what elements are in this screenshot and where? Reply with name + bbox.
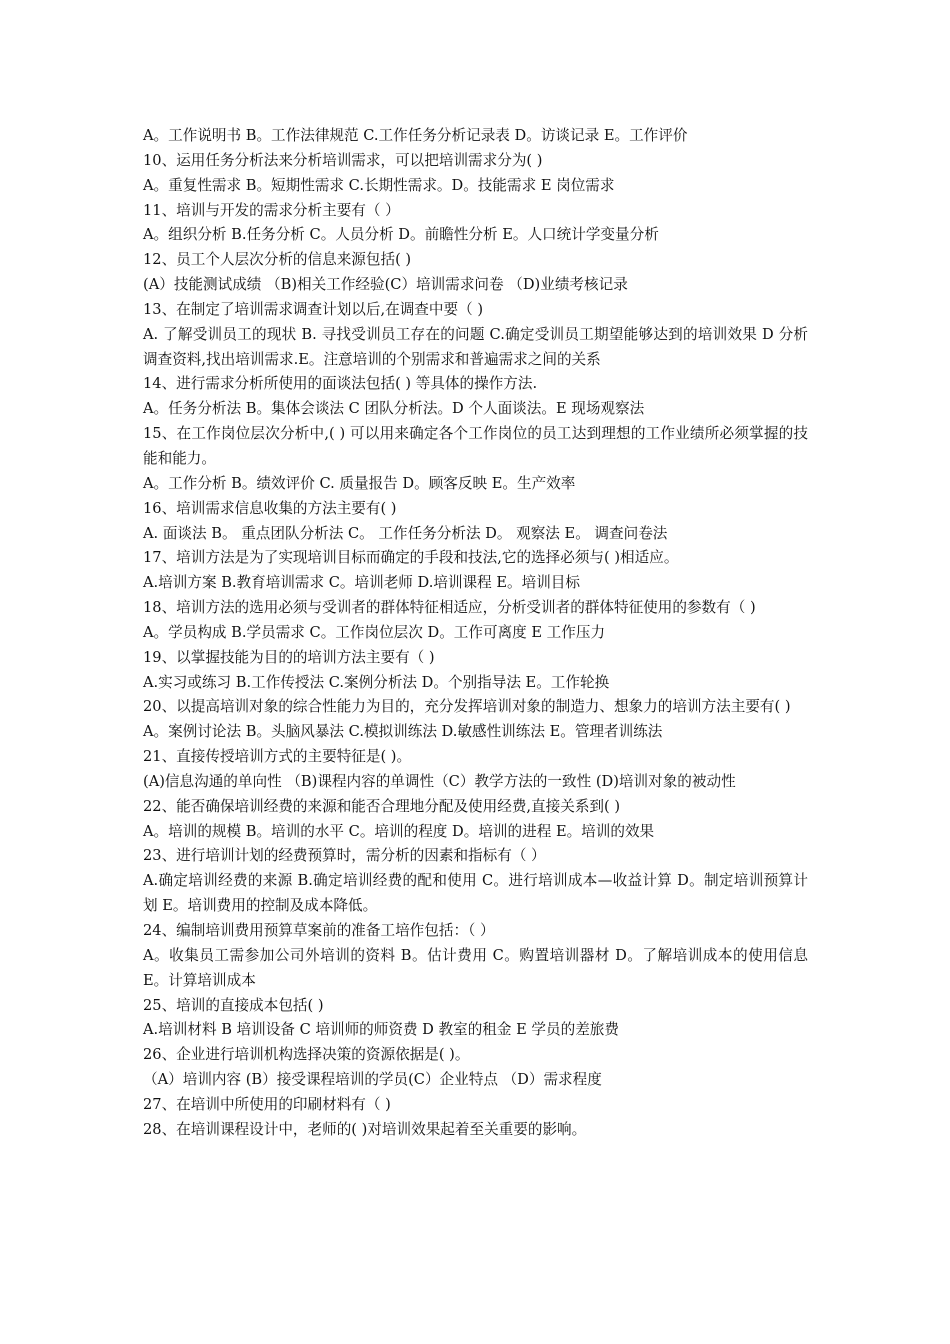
text-line: A.实习或练习 B.工作传授法 C.案例分析法 D。个别指导法 E。工作轮换 (143, 673, 610, 691)
text-line: A。学员构成 B.学员需求 C。工作岗位层次 D。工作可离度 E 工作压力 (143, 623, 606, 641)
question-25: 25、培训的直接成本包括( ) (143, 996, 324, 1014)
question-14: 14、进行需求分析所使用的面谈法包括( ) 等具体的操作方法. (143, 375, 538, 393)
text-line: A。收集员工需参加公司外培训的资料 B。估计费用 C。购置培训器材 D。了解培训成本的使用信息 E。计算培训成本 (143, 946, 808, 989)
text-line: （A）培训内容 (B）接受课程培训的学员(C）企业特点 （D）需求程度 (143, 1071, 602, 1089)
question-16: 16、培训需求信息收集的方法主要有( ) (143, 499, 397, 517)
question-23: 23、进行培训计划的经费预算时，需分析的因素和指标有（ ） (143, 847, 546, 865)
question-19: 19、以掌握技能为目的的培训方法主要有（ ) (143, 648, 435, 666)
text-line: A.培训材料 B 培训设备 C 培训师的师资费 D 教室的租金 E 学员的差旅费 (143, 1021, 619, 1039)
question-18: 18、培训方法的选用必须与受训者的群体特征相适应，分析受训者的群体特征使用的参数有（ ) (143, 599, 756, 617)
question-13: 13、在制定了培训需求调查计划以后,在调查中要（ ) (143, 300, 484, 318)
text-line: A。工作说明书 B。工作法律规范 C.工作任务分析记录表 D。访谈记录 E。工作评价 (143, 127, 688, 144)
question-28: 28、在培训课程设计中，老师的( )对培训效果起着至关重要的影响。 (143, 1120, 587, 1138)
question-10: 10、运用任务分析法来分析培训需求，可以把培训需求分为( ) (143, 151, 543, 169)
question-22: 22、能否确保培训经费的来源和能否合理地分配及使用经费,直接关系到( ) (143, 797, 621, 815)
document-page (143, 124, 808, 1143)
text-line: A。工作分析 B。绩效评价 C. 质量报告 D。顾客反映 E。生产效率 (143, 474, 576, 492)
question-20: 20、以提高培训对象的综合性能力为目的，充分发挥培训对象的制造力、想象力的培训方法主要有( ) (143, 698, 791, 716)
question-24: 24、编制培训费用预算草案前的准备工培作包括：（ ） (143, 922, 495, 939)
text-line: A. 面谈法 B。 重点团队分析法 C。 工作任务分析法 D。 观察法 E。 调查问卷法 (143, 524, 668, 542)
text-line: A。案例讨论法 B。头脑风暴法 C.模拟训练法 D.敏感性训练法 E。管理者训练法 (143, 723, 663, 741)
question-12: 12、员工个人层次分析的信息来源包括( ) (143, 251, 412, 269)
text-line: A。组织分析 B.任务分析 C。人员分析 D。前瞻性分析 E。人口统计学变量分析 (143, 226, 659, 244)
question-11: 11、培训与开发的需求分析主要有（ ） (143, 201, 400, 219)
text-line: (A)信息沟通的单向性 （B)课程内容的单调性（C）教学方法的一致性 (D)培训对象的被动性 (143, 772, 736, 790)
text-line: A。培训的规模 B。培训的水平 C。培训的程度 D。培训的进程 E。培训的效果 (143, 822, 655, 840)
text-line: A. 了解受训员工的现状 B. 寻找受训员工存在的问题 C.确定受训员工期望能够达到的培训效果 D 分析调查资料,找出培训需求.E。注意培训的个别需求和普遍需求之间的关系 (143, 325, 808, 368)
question-17: 17、培训方法是为了实现培训目标而确定的手段和技法,它的选择必须与( )相适应。 (143, 549, 679, 567)
text-line: A。任务分析法 B。集体会谈法 C 团队分析法。D 个人面谈法。E 现场观察法 (143, 400, 645, 418)
text-line: A.培训方案 B.教育培训需求 C。培训老师 D.培训课程 E。培训目标 (143, 574, 580, 592)
question-27: 27、在培训中所使用的印刷材料有（ ) (143, 1095, 391, 1113)
question-26: 26、企业进行培训机构选择决策的资源依据是( )。 (143, 1046, 470, 1064)
text-line: (A）技能测试成绩 （B)相关工作经验(C）培训需求问卷 （D)业绩考核记录 (143, 276, 628, 294)
question-15: 15、在工作岗位层次分析中,( ) 可以用来确定各个工作岗位的员工达到理想的工作业绩所必须掌握的技能和能力。 (143, 425, 808, 467)
question-21: 21、直接传授培训方式的主要特征是( )。 (143, 748, 412, 766)
text-line: A.确定培训经费的来源 B.确定培训经费的配和使用 C。进行培训成本—收益计算 D。制定培训预算计划 E。培训费用的控制及成本降低。 (143, 872, 808, 915)
text-line: A。重复性需求 B。短期性需求 C.长期性需求。D。技能需求 E 岗位需求 (143, 176, 615, 194)
